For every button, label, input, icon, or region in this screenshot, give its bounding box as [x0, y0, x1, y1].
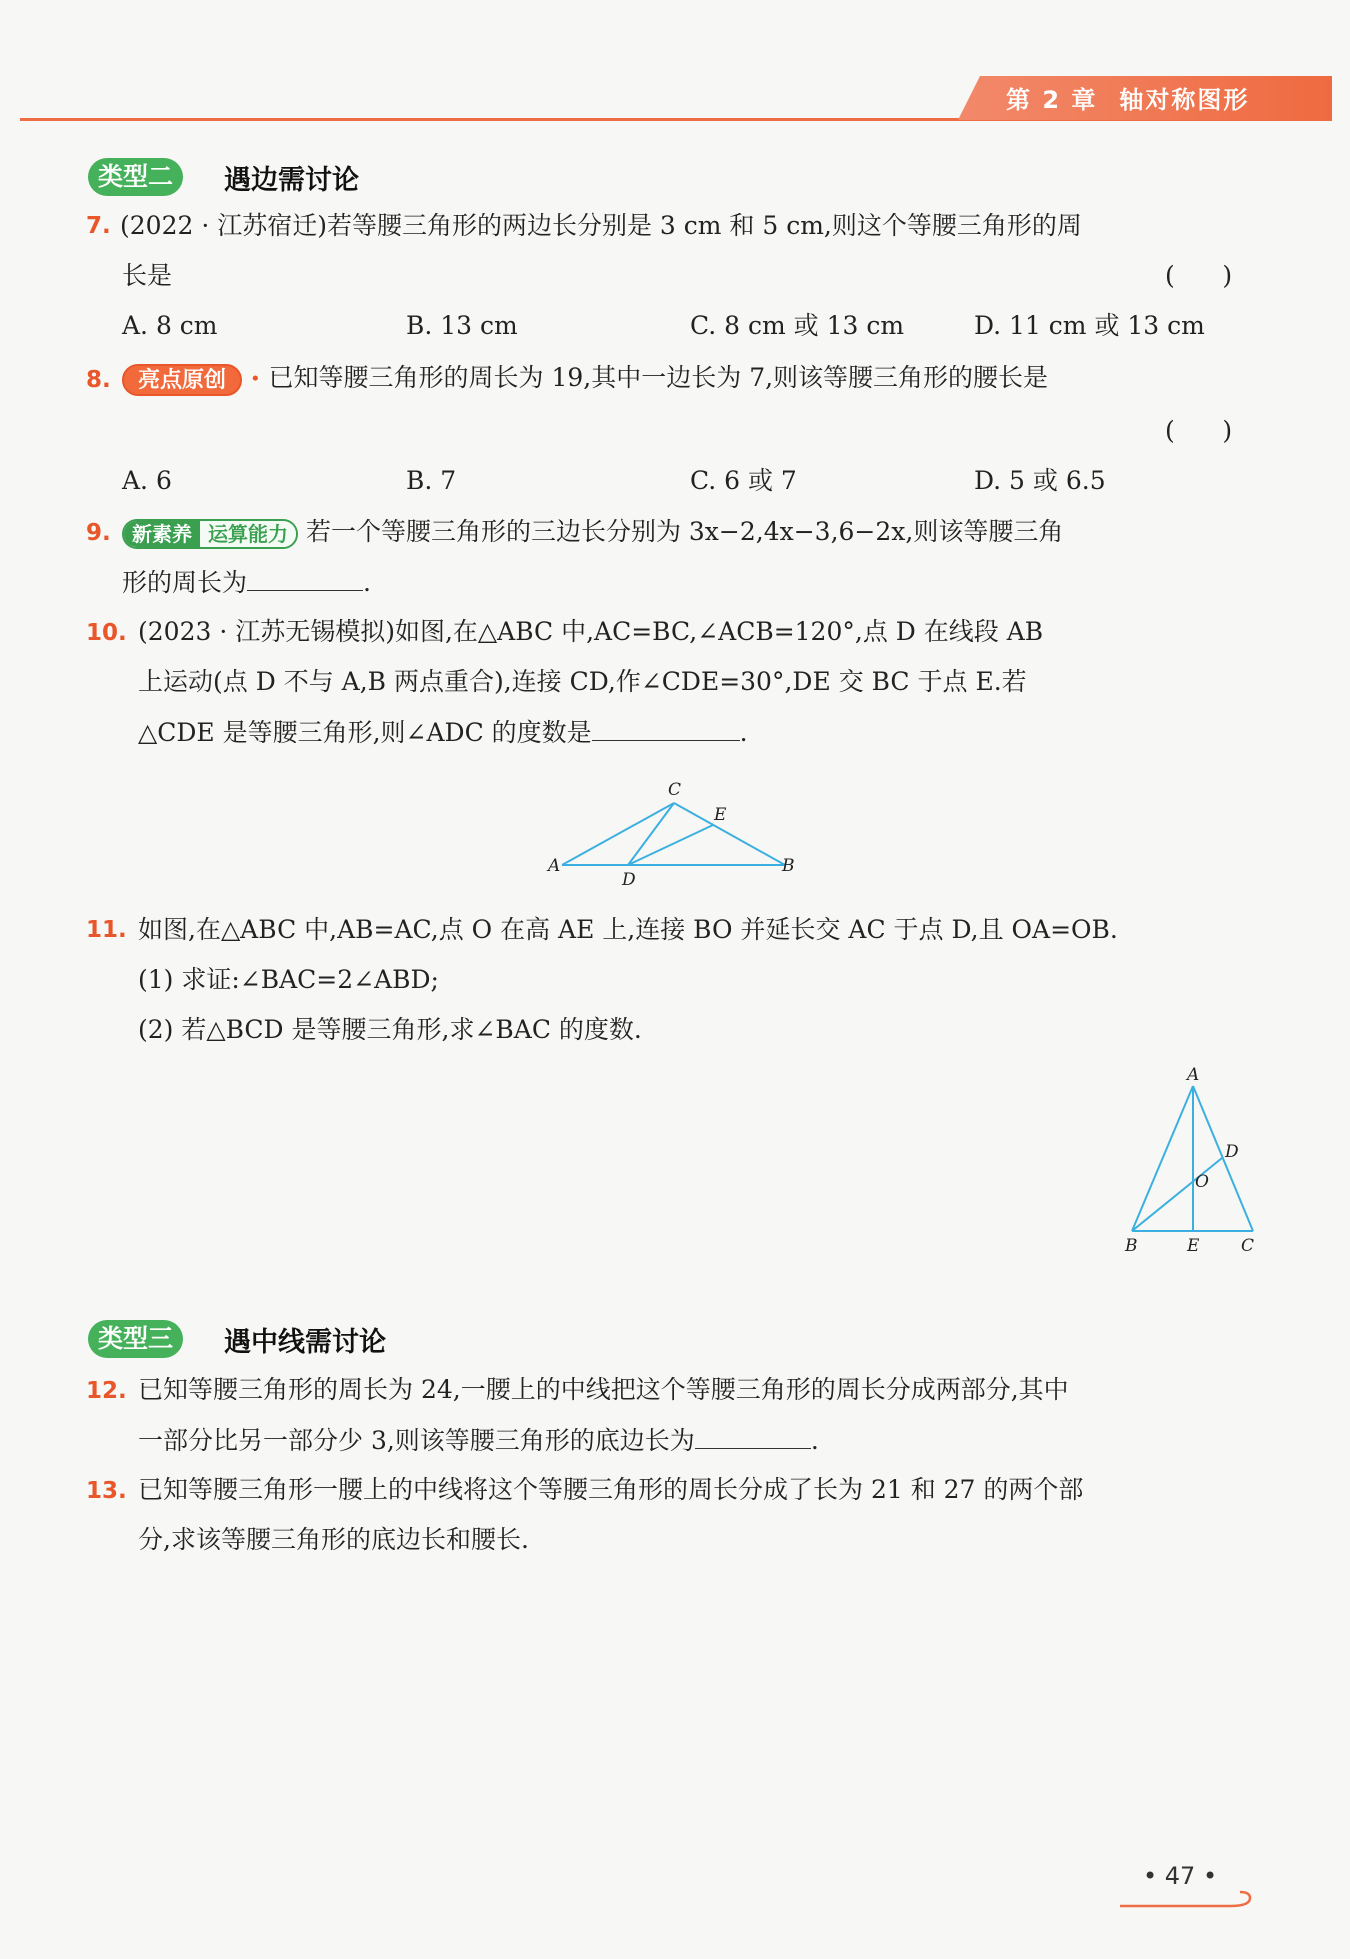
q7-option-c: C. 8 cm 或 13 cm — [690, 311, 905, 340]
q12-text-line1: 已知等腰三角形的周长为 24,一腰上的中线把这个等腰三角形的周长分成两部分,其中 — [138, 1375, 1069, 1404]
q10-segment-ac — [562, 803, 674, 865]
q10-label-c: C — [668, 780, 682, 800]
q11-label-c: C — [1241, 1236, 1255, 1256]
q13-text-line1: 已知等腰三角形一腰上的中线将这个等腰三角形的周长分成了长为 21 和 27 的两个部 — [138, 1475, 1084, 1504]
q11-label-b: B — [1125, 1236, 1138, 1256]
q11-part2: (2) 若△BCD 是等腰三角形,求∠BAC 的度数. — [138, 1015, 642, 1044]
question-number-10: 10. — [86, 620, 127, 646]
q9-text-line2-row — [122, 566, 371, 599]
q11-label-e: E — [1187, 1236, 1200, 1256]
q10-answer-blank[interactable] — [592, 716, 740, 741]
q10-segment-cd — [628, 803, 674, 865]
q11-text-line1: 如图,在△ABC 中,AB=AC,点 O 在高 AE 上,连接 BO 并延长交 AC 于点 D,且 OA=OB. — [138, 915, 1118, 944]
q8-tag-dot: • — [249, 368, 261, 390]
q11-segment-bd — [1132, 1158, 1222, 1231]
q10-label-e: E — [714, 805, 727, 825]
q11-label-a: A — [1187, 1065, 1200, 1085]
q10-text-line3-row — [138, 716, 748, 749]
q9-tag-new-literacy: 新素养 — [124, 521, 200, 547]
q9-line2-end: . — [363, 568, 371, 597]
q10-segment-cb — [674, 803, 785, 865]
q10-line3-end: . — [739, 718, 748, 747]
q11-label-d: D — [1225, 1142, 1239, 1162]
q11-segment-ab — [1132, 1086, 1193, 1231]
section-title-type2: 遇边需讨论 — [224, 165, 359, 196]
q10-text-line1: (2023 · 江苏无锡模拟)如图,在△ABC 中,AC=BC,∠ACB=120°,点 D 在线段 AB — [138, 617, 1044, 646]
q10-triangle-figure — [540, 775, 820, 890]
question-number-8: 8. — [86, 367, 111, 393]
question-number-7: 7. — [86, 213, 111, 239]
q10-label-a: A — [548, 856, 561, 876]
q8-option-c: C. 6 或 7 — [690, 466, 797, 495]
question-number-11: 11. — [86, 917, 127, 943]
q10-text-line3: △CDE 是等腰三角形,则∠ADC 的度数是 — [138, 718, 592, 747]
q10-segment-de — [628, 825, 713, 865]
q8-text-line1: 已知等腰三角形的周长为 19,其中一边长为 7,则该等腰三角形的腰长是 — [268, 363, 1049, 392]
question-number-13: 13. — [86, 1478, 127, 1504]
q7-option-d: D. 11 cm 或 13 cm — [974, 311, 1205, 340]
q9-answer-blank[interactable] — [247, 566, 363, 591]
q9-text-line2: 形的周长为 — [122, 568, 248, 597]
q7-text-line1: (2022 · 江苏宿迁)若等腰三角形的两边长分别是 3 cm 和 5 cm,则这个等腰三角形的周 — [120, 211, 1082, 240]
q10-label-b: B — [782, 856, 795, 876]
q10-text-line2: 上运动(点 D 不与 A,B 两点重合),连接 CD,作∠CDE=30°,DE 交 BC 于点 E.若 — [138, 667, 1027, 696]
q11-part1: (1) 求证:∠BAC=2∠ABD; — [138, 965, 439, 994]
q12-answer-blank[interactable] — [695, 1424, 811, 1449]
question-number-12: 12. — [86, 1378, 127, 1404]
q8-answer-paren: ( ) — [1165, 416, 1233, 445]
q12-text-line2: 一部分比另一部分少 3,则该等腰三角形的底边长为 — [138, 1426, 695, 1455]
page-number-swoosh — [1118, 1888, 1258, 1910]
chapter-heading — [1006, 80, 1249, 120]
chapter-title: 轴对称图形 — [1119, 86, 1250, 114]
q9-tag-computation: 运算能力 — [200, 521, 296, 547]
q8-option-d: D. 5 或 6.5 — [974, 466, 1106, 495]
page-number: • 47 • — [1143, 1862, 1218, 1890]
q11-triangle-figure — [1115, 1060, 1265, 1260]
chapter-number: 第 2 章 — [1006, 86, 1098, 114]
q11-segment-ac — [1193, 1086, 1253, 1231]
q7-option-b: B. 13 cm — [406, 311, 518, 340]
q12-line2-end: . — [810, 1426, 819, 1455]
section-badge-type2: 类型二 — [88, 158, 183, 196]
q8-text-row — [122, 362, 1048, 396]
q7-text-line2: 长是 — [122, 261, 173, 290]
q8-option-b: B. 7 — [406, 466, 457, 495]
q9-text-row — [122, 516, 1063, 549]
q10-label-d: D — [622, 870, 636, 890]
q7-answer-paren: ( ) — [1165, 261, 1233, 290]
q7-option-a: A. 8 cm — [122, 311, 218, 340]
q8-option-a: A. 6 — [122, 466, 172, 495]
q8-original-tag: 亮点原创 — [122, 364, 242, 396]
q12-text-line2-row — [138, 1424, 819, 1457]
q13-text-line2: 分,求该等腰三角形的底边长和腰长. — [138, 1525, 529, 1554]
q11-label-o: O — [1195, 1172, 1209, 1192]
q9-text-line1: 若一个等腰三角形的三边长分别为 3x−2,4x−3,6−2x,则该等腰三角 — [305, 517, 1064, 546]
section-title-type3: 遇中线需讨论 — [224, 1327, 386, 1358]
q9-literacy-tag — [122, 519, 298, 549]
section-badge-type3: 类型三 — [88, 1320, 183, 1358]
question-number-9: 9. — [86, 520, 111, 546]
